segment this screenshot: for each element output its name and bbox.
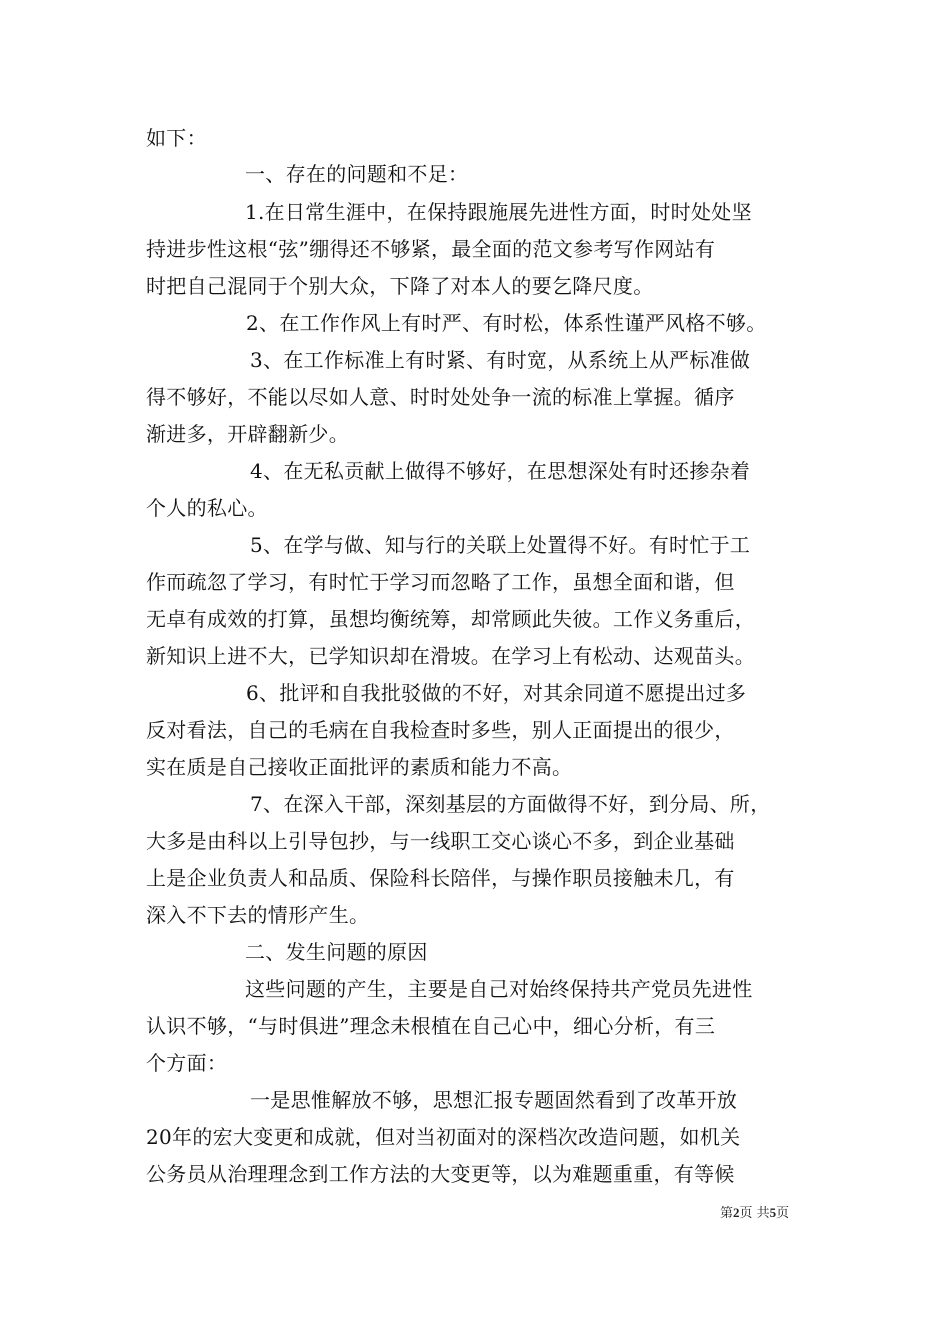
text-line: 大多是由科以上引导包抄，与一线职工交心谈心不多，到企业基础 <box>146 829 735 853</box>
text-line: 深入不下去的情形产生。 <box>146 903 370 927</box>
section-heading: 一、存在的问题和不足： <box>245 162 469 186</box>
text-line: 20年的宏大变更和成就，但对当初面对的深档次改造问题，如机关 <box>146 1125 741 1149</box>
footer-suffix: 页 <box>776 1206 790 1221</box>
text-line: 新知识上进不大，已学知识却在滑坡。在学习上有松动、达观苗头。 <box>146 644 755 668</box>
text-line: 认识不够，“与时俱进”理念未根植在自己心中，细心分析，有三 <box>146 1014 716 1038</box>
text-line: 个方面： <box>146 1051 228 1075</box>
text-line: 公务员从治理理念到工作方法的大变更等，以为难题重重，有等候 <box>146 1162 735 1186</box>
text-line: 上是企业负责人和品质、保险科长陪伴，与操作职员接触未几，有 <box>146 866 735 890</box>
footer-prefix: 第 <box>720 1206 734 1221</box>
text-line: 一是思惟解放不够，思想汇报专题固然看到了改革开放 <box>250 1088 738 1112</box>
text-line: 持进步性这根“弦”绷得还不够紧，最全面的范文参考写作网站有 <box>146 237 716 261</box>
text-line: 6、批评和自我批驳做的不好，对其余同道不愿提出过多 <box>246 681 747 705</box>
text-line: 实在质是自己接收正面批评的素质和能力不高。 <box>146 755 573 779</box>
text-line: 1.在日常生涯中，在保持跟施展先进性方面，时时处处坚 <box>245 200 752 224</box>
footer-middle: 页 共 <box>739 1206 770 1221</box>
text-line: 反对看法，自己的毛病在自我检查时多些，别人正面提出的很少， <box>146 718 735 742</box>
text-line: 作而疏忽了学习，有时忙于学习而忽略了工作，虽想全面和谐，但 <box>146 570 735 594</box>
footer-total-pages: 5 <box>769 1205 777 1220</box>
section-heading: 二、发生问题的原因 <box>245 940 428 964</box>
text-line: 渐进多，开辟翻新少。 <box>146 422 349 446</box>
text-line: 4、在无私贡献上做得不够好，在思想深处有时还掺杂着 <box>250 459 751 483</box>
text-line: 5、在学与做、知与行的关联上处置得不好。有时忙于工 <box>250 533 751 557</box>
text-line: 这些问题的产生，主要是自己对始终保持共产党员先进性 <box>245 977 753 1001</box>
text-line: 无卓有成效的打算，虽想均衡统筹，却常顾此失彼。工作义务重后， <box>146 607 755 631</box>
text-line: 个人的私心。 <box>146 496 268 520</box>
footer-page-number: 2 <box>733 1205 740 1220</box>
text-line: 3、在工作标准上有时紧、有时宽，从系统上从严标准做 <box>250 348 751 372</box>
text-line: 时把自己混同于个别大众，下降了对本人的要乞降尺度。 <box>146 274 654 298</box>
text-line: 7、在深入干部，深刻基层的方面做得不好，到分局、所， <box>250 792 771 816</box>
page-footer <box>720 1205 789 1222</box>
text-line: 2、在工作作风上有时严、有时松，体系性谨严风格不够。 <box>246 311 767 335</box>
text-line: 如下： <box>146 126 207 150</box>
text-line: 得不够好，不能以尽如人意、时时处处争一流的标准上掌握。循序 <box>146 385 735 409</box>
